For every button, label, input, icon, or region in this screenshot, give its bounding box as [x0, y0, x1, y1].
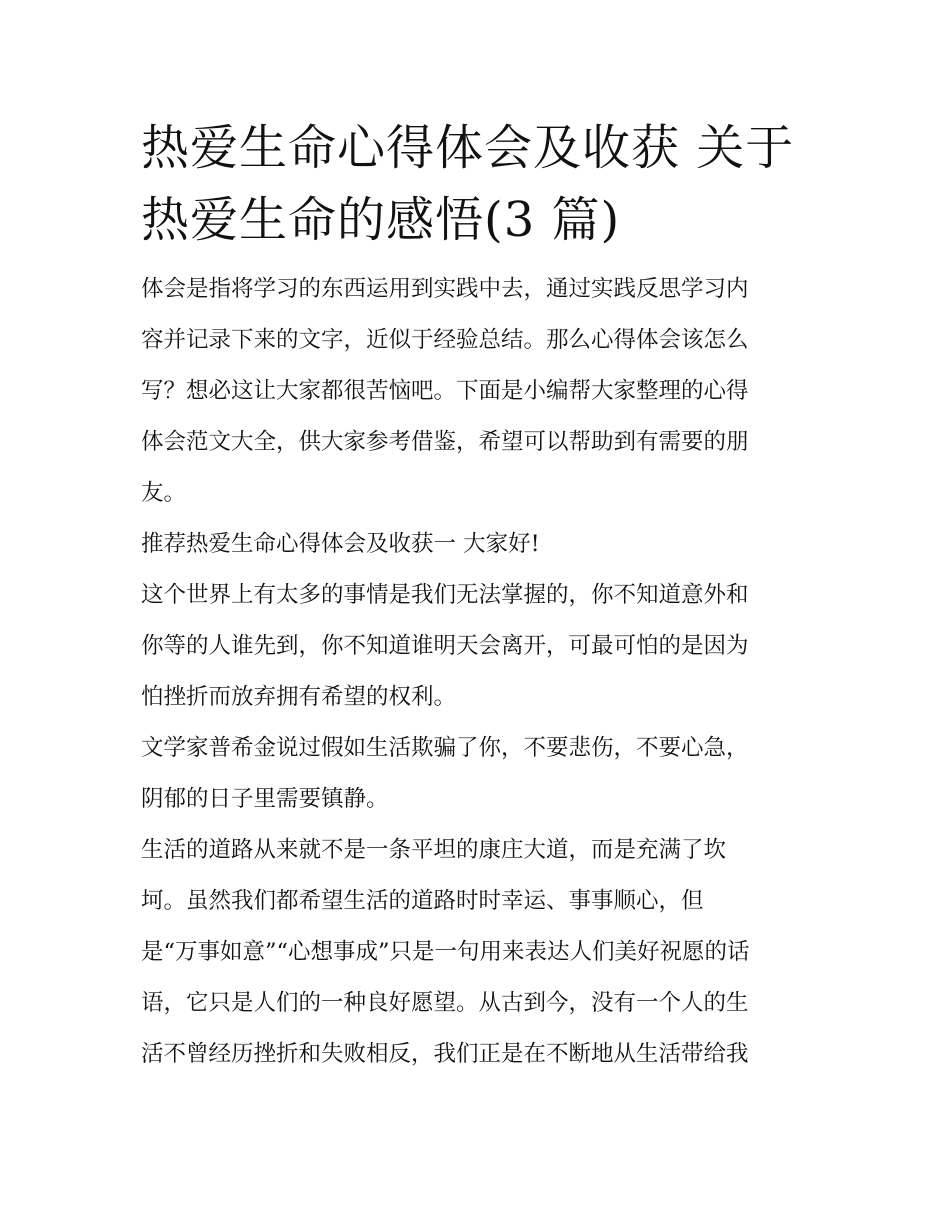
- title-line: 热爱生命心得体会及收获 关于: [141, 120, 795, 176]
- body-line: 怕挫折而放弃拥有希望的权利。: [141, 684, 457, 710]
- body-line: 活不曾经历挫折和失败相反，我们正是在不断地从生活带给我: [141, 1041, 749, 1067]
- body-line: 容并记录下来的文字，近似于经验总结。那么心得体会该怎么: [141, 327, 749, 353]
- body-line: 你等的人谁先到，你不知道谁明天会离开，可最可怕的是因为: [141, 633, 749, 659]
- body-line: 这个世界上有太多的事情是我们无法掌握的，你不知道意外和: [141, 582, 749, 608]
- body-line: 生活的道路从来就不是一条平坦的康庄大道，而是充满了坎: [141, 837, 727, 863]
- body-line: 体会是指将学习的东西运用到实践中去，通过实践反思学习内: [141, 276, 749, 302]
- body-line: 坷。虽然我们都希望生活的道路时时幸运、事事顺心，但: [141, 888, 704, 914]
- body-line: 推荐热爱生命心得体会及收获一 大家好!: [141, 531, 540, 557]
- body-line: 写？想必这让大家都很苦恼吧。下面是小编帮大家整理的心得: [141, 378, 749, 404]
- body-line: 体会范文大全，供大家参考借鉴，希望可以帮助到有需要的朋: [141, 429, 749, 455]
- body-line: 语，它只是人们的一种良好愿望。从古到今，没有一个人的生: [141, 990, 749, 1016]
- document-page: [141, 112, 813, 1080]
- document-title: [141, 112, 813, 256]
- document-body: [141, 264, 813, 1080]
- body-line: 阴郁的日子里需要镇静。: [141, 786, 389, 812]
- body-line: 友。: [141, 480, 187, 506]
- body-line: 是“万事如意”“心想事成”只是一句用来表达人们美好祝愿的话: [141, 939, 750, 965]
- body-line: 文学家普希金说过假如生活欺骗了你，不要悲伤，不要心急，: [141, 735, 749, 761]
- title-line: 热爱生命的感悟(3 篇): [141, 192, 621, 248]
